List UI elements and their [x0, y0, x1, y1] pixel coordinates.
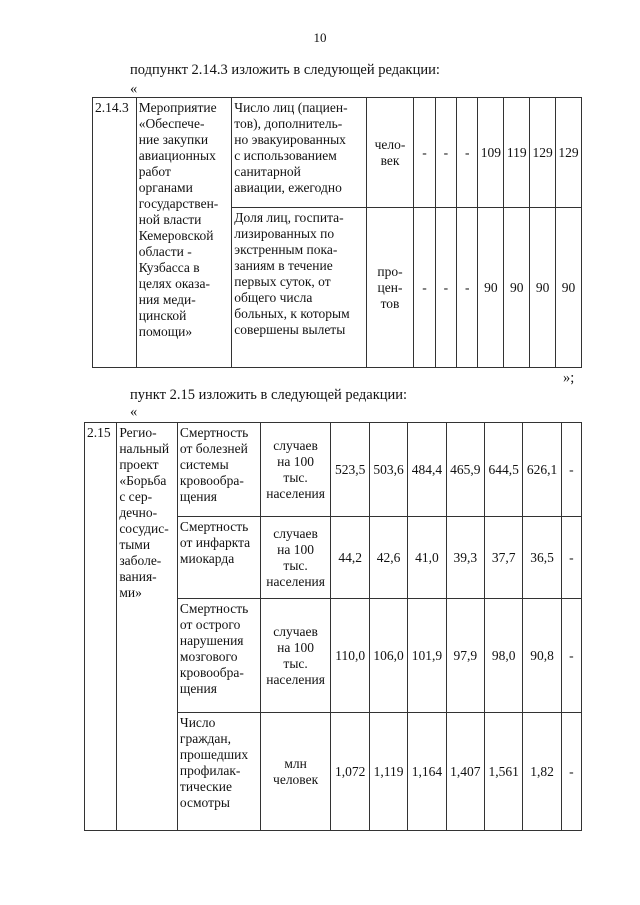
unit-cell: млн человек [260, 713, 331, 831]
value-cell: 37,7 [484, 517, 522, 599]
value-cell: 90 [530, 208, 556, 368]
value-cell: 1,561 [484, 713, 522, 831]
section1-open-quote: « [130, 81, 138, 97]
value-cell: 44,2 [331, 517, 369, 599]
value-cell: 110,0 [331, 599, 369, 713]
section2-open-quote: « [130, 404, 138, 420]
indicator-cell: Доля лиц, госпита- лизированных по экстренным пока- заниям в течение первых суток, от общего числа больных, к которым совершены вылеты [232, 208, 366, 368]
value-cell: 465,9 [446, 423, 484, 517]
unit-cell: чело- век [366, 98, 413, 208]
section1-intro: подпункт 2.14.3 изложить в следующей редакции: [130, 62, 440, 78]
value-cell: 39,3 [446, 517, 484, 599]
value-cell: 36,5 [523, 517, 561, 599]
value-cell: 1,407 [446, 713, 484, 831]
indicator-cell: Смертность от болезней системы кровообра- щения [177, 423, 260, 517]
project-cell: Регио- нальный проект «Борьба с сер- дечно- сосудис- тыми заболе- вания- ми» [117, 423, 178, 831]
section1-close-quote: »; [563, 370, 575, 386]
table-row [93, 98, 582, 208]
value-cell: - [561, 599, 581, 713]
section1-table [92, 97, 582, 368]
table-row [85, 423, 582, 517]
value-cell: - [435, 208, 456, 368]
value-cell: 90,8 [523, 599, 561, 713]
value-cell: 1,82 [523, 713, 561, 831]
value-cell: 1,164 [408, 713, 446, 831]
code-cell: 2.15 [85, 423, 117, 831]
indicator-cell: Смертность от острого нарушения мозгового кровообра- щения [177, 599, 260, 713]
indicator-cell: Число граждан, прошедших профилак- тические осмотры [177, 713, 260, 831]
value-cell: 503,6 [369, 423, 407, 517]
value-cell: - [457, 208, 478, 368]
value-cell: 109 [478, 98, 504, 208]
section2-intro: пункт 2.15 изложить в следующей редакции: [130, 387, 408, 403]
value-cell: 484,4 [408, 423, 446, 517]
value-cell: - [561, 713, 581, 831]
unit-cell: случаев на 100 тыс. населения [260, 517, 331, 599]
value-cell: 97,9 [446, 599, 484, 713]
value-cell: 90 [556, 208, 582, 368]
value-cell: - [414, 208, 435, 368]
indicator-cell: Смертность от инфаркта миокарда [177, 517, 260, 599]
value-cell: 106,0 [369, 599, 407, 713]
section2-table [84, 422, 582, 831]
value-cell: 41,0 [408, 517, 446, 599]
value-cell: - [561, 423, 581, 517]
code-cell: 2.14.3 [93, 98, 137, 368]
unit-cell: случаев на 100 тыс. населения [260, 423, 331, 517]
value-cell: 90 [478, 208, 504, 368]
value-cell: - [435, 98, 456, 208]
unit-cell: случаев на 100 тыс. населения [260, 599, 331, 713]
value-cell: 90 [504, 208, 530, 368]
value-cell: 129 [530, 98, 556, 208]
value-cell: 101,9 [408, 599, 446, 713]
page-number: 10 [313, 30, 327, 45]
value-cell: - [414, 98, 435, 208]
indicator-cell: Число лиц (пациен- тов), дополнитель- но эвакуированных с использованием санитарной авиации, ежегодно [232, 98, 366, 208]
value-cell: 626,1 [523, 423, 561, 517]
value-cell: 42,6 [369, 517, 407, 599]
value-cell: 98,0 [484, 599, 522, 713]
value-cell: - [457, 98, 478, 208]
value-cell: 523,5 [331, 423, 369, 517]
value-cell: - [561, 517, 581, 599]
value-cell: 1,072 [331, 713, 369, 831]
value-cell: 1,119 [369, 713, 407, 831]
event-cell: Мероприятие «Обеспече- ние закупки авиационных работ органами государствен- ной власти Кемеровской области - Кузбасса в целях оказа- ния меди- цинской помощи» [136, 98, 232, 368]
unit-cell: про- цен- тов [366, 208, 413, 368]
value-cell: 119 [504, 98, 530, 208]
value-cell: 129 [556, 98, 582, 208]
value-cell: 644,5 [484, 423, 522, 517]
